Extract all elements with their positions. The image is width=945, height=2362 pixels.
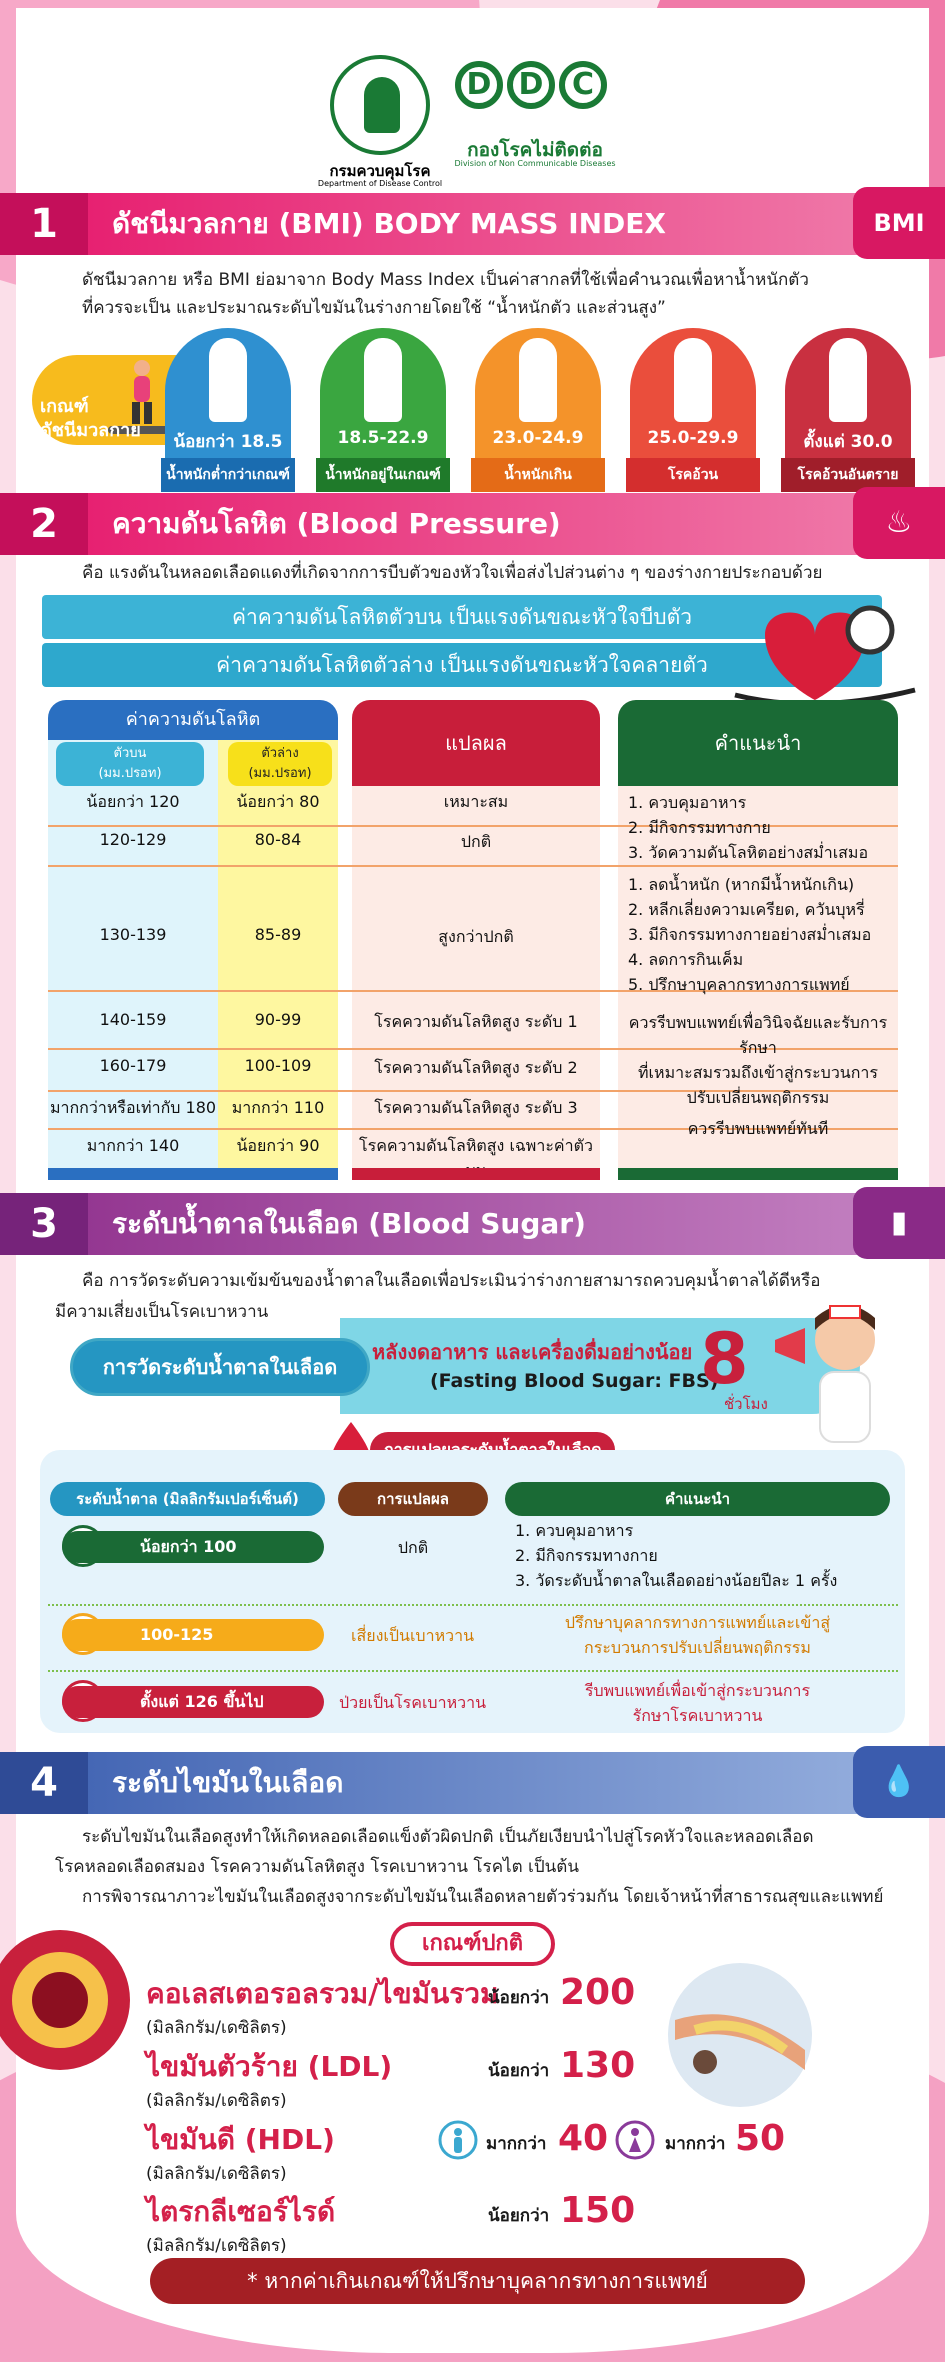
bp-head-bottom — [228, 742, 332, 786]
bp-bottom-value: น้อยกว่า 90 — [236, 1136, 320, 1155]
bp-advice-line: 3. วัดความดันโลหิตอย่างสม่ำเสมอ — [628, 843, 869, 862]
bmi-category-2 — [320, 328, 446, 488]
bs-head-level: ระดับน้ำตาล (มิลลิกรัมเปอร์เซ็นต์) — [50, 1482, 325, 1516]
body-figure-icon — [674, 338, 712, 422]
lipid-value: 150 — [560, 2190, 636, 2231]
bp-top-value: 160-179 — [99, 1056, 167, 1075]
lipid-drop-tag-icon: 💧 — [853, 1746, 945, 1818]
bp-advice-line: 4. ลดการกินเค็ม — [628, 950, 744, 969]
lipid-description-2: โรคหลอดเลือดสมอง โรคความดันโลหิตสูง โรคเบาหวาน โรคไต เป็นต้น — [55, 1857, 579, 1877]
body-figure-icon — [209, 338, 247, 422]
bp-advice-line: 5. ปรึกษาบุคลากรทางการแพทย์ — [628, 975, 850, 994]
bs-advice-diabetes — [505, 1678, 890, 1728]
bp-advice-line: 2. มีกิจกรรมทางกาย — [628, 818, 771, 837]
body-figure-icon — [519, 338, 557, 422]
bp-top-value: มากกว่า 140 — [86, 1136, 180, 1155]
bp-bottom-value: 80-84 — [254, 830, 302, 849]
bp-advice-line: 1. ลดน้ำหนัก (หากมีน้ำหนักเกิน) — [628, 875, 855, 894]
doctor-artery-icon — [665, 1960, 815, 2110]
section-1-number: 1 — [0, 193, 88, 255]
criteria-pill: เกณฑ์ปกติ — [390, 1922, 555, 1966]
ddc-letter: C — [559, 61, 607, 109]
bs-advice-line: รักษาโรคเบาหวาน — [632, 1706, 763, 1725]
bp-meaning: โรคความดันโลหิตสูง ระดับ 3 — [374, 1098, 578, 1117]
ddc-name: กองโรคไม่ติดต่อ — [467, 139, 603, 161]
female-icon — [615, 2120, 655, 2160]
lipid-unit: (มิลลิกรัม/เดซิลิตร) — [146, 2164, 287, 2184]
male-icon — [438, 2120, 478, 2160]
bp-top-value: 120-129 — [99, 830, 167, 849]
bp-bottom-value: 90-99 — [254, 1010, 302, 1029]
bs-advice-normal — [515, 1518, 837, 1593]
bp-head-top — [56, 742, 204, 786]
bp-head-pressure: ค่าความดันโลหิต — [48, 700, 338, 740]
fasting-hours-unit: ชั่วโมง — [724, 1395, 768, 1413]
bmi-range: ตั้งแต่ 30.0 — [803, 432, 893, 452]
glucose-meter-tag-icon: ▮ — [853, 1187, 945, 1259]
bp-meaning: เหมาะสม — [443, 792, 509, 811]
section-1-title: ดัชนีมวลกาย (BMI) BODY MASS INDEX — [112, 207, 666, 240]
header-logos — [0, 55, 945, 195]
bs-divider — [48, 1670, 898, 1672]
lipid-unit: (มิลลิกรัม/เดซิลิตร) — [146, 2091, 287, 2111]
bs-advice-line: ปรึกษาบุคลากรทางการแพทย์และเข้าสู่ — [564, 1613, 831, 1632]
lipid-name: ไตรกลีเซอร์ไรด์ — [146, 2195, 336, 2228]
bs-divider — [48, 1604, 898, 1606]
bp-head-bottom-unit: (มม.ปรอท) — [248, 766, 312, 781]
section-2-title: ความดันโลหิต (Blood Pressure) — [112, 507, 561, 540]
bp-advice-4: ควรรีบพบแพทย์ทันที — [687, 1119, 829, 1138]
bmi-label: น้ำหนักเกิน — [471, 458, 605, 492]
lipid-comparator-female: มากกว่า — [665, 2134, 726, 2154]
body-figure-icon — [829, 338, 867, 422]
bp-bottom-value: 100-109 — [244, 1056, 312, 1075]
bmi-criteria-label-1: เกณฑ์ — [40, 396, 89, 417]
bp-top-value: 140-159 — [99, 1010, 167, 1029]
bp-advice-line: ปรับเปลี่ยนพฤติกรรม — [686, 1088, 830, 1107]
section-3-title: ระดับน้ำตาลในเลือด (Blood Sugar) — [112, 1207, 586, 1240]
bmi-range: 18.5-22.9 — [337, 428, 429, 448]
bp-diastolic-header: ค่าความดันโลหิตตัวล่าง เป็นแรงดันขณะหัวใจคลายตัว — [42, 643, 882, 687]
bp-top-value: น้อยกว่า 120 — [86, 792, 180, 811]
bp-bottom-value: 85-89 — [254, 925, 302, 944]
bs-head-advice: คำแนะนำ — [505, 1482, 890, 1516]
heart-gauge-icon — [705, 595, 930, 715]
fasting-text-2: (Fasting Blood Sugar: FBS) — [430, 1370, 719, 1392]
bp-advice-line: 3. มีกิจกรรมทางกายอย่างสม่ำเสมอ — [628, 925, 872, 944]
bs-description-1: คือ การวัดระดับความเข้มข้นของน้ำตาลในเลือดเพื่อประเมินว่าร่างกายสามารถควบคุมน้ำตาลได้ดีหรือ — [82, 1271, 821, 1291]
bmi-label: โรคอ้วนอันตราย — [781, 458, 915, 492]
section-4-number: 4 — [0, 1752, 88, 1814]
bp-meaning: โรคความดันโลหิตสูง เฉพาะค่าตัว — [359, 1136, 593, 1155]
bp-foot-bar — [618, 1168, 898, 1180]
bmi-range: 25.0-29.9 — [647, 428, 739, 448]
moph-en: Department of Disease Control — [317, 179, 443, 188]
lipid-unit: (มิลลิกรัม/เดซิลิตร) — [146, 2018, 287, 2038]
bs-level-normal: น้อยกว่า 100 — [62, 1531, 324, 1563]
lipid-comparator: น้อยกว่า — [488, 1988, 550, 2008]
bs-meaning-risk: เสี่ยงเป็นเบาหวาน — [350, 1626, 475, 1645]
fasting-text-1: หลังงดอาหาร และเครื่องดื่มอย่างน้อย — [372, 1340, 693, 1364]
lipid-comparator: มากกว่า — [486, 2134, 547, 2154]
artery-icon — [0, 1920, 150, 2080]
bp-advice-1 — [628, 790, 868, 865]
bmi-label: น้ำหนักอยู่ในเกณฑ์ — [316, 458, 450, 492]
bs-advice-line: 1. ควบคุมอาหาร — [515, 1521, 634, 1540]
bp-foot-bar — [48, 1168, 338, 1180]
bp-advice-line: 2. หลีกเลี่ยงความเครียด, ควันบุหรี่ — [628, 900, 865, 919]
section-4-bar — [0, 1752, 945, 1814]
body-figure-icon — [364, 338, 402, 422]
bp-systolic-header: ค่าความดันโลหิตตัวบน เป็นแรงดันขณะหัวใจบีบตัว — [42, 595, 882, 639]
bmi-criteria-label — [40, 395, 141, 443]
bp-advice-line: ควรรีบพบแพทย์เพื่อวินิจฉัยและรับการรักษา — [628, 1013, 888, 1057]
bp-advice-2 — [628, 872, 871, 997]
section-1-bar — [0, 193, 945, 255]
section-4-title: ระดับไขมันในเลือด — [112, 1766, 344, 1799]
bp-meaning: โรคความดันโลหิตสูง ระดับ 1 — [374, 1012, 578, 1031]
lipid-value: 200 — [560, 1972, 636, 2013]
bs-meaning-normal: ปกติ — [397, 1538, 429, 1557]
bmi-category-4 — [630, 328, 756, 488]
lipid-value-female: 50 — [735, 2118, 786, 2159]
bp-top-value: มากกว่าหรือเท่ากับ 180 — [49, 1098, 217, 1117]
lipid-value: 130 — [560, 2045, 636, 2086]
bs-meaning-diabetes: ป่วยเป็นโรคเบาหวาน — [338, 1693, 487, 1712]
bp-description: คือ แรงดันในหลอดเลือดแดงที่เกิดจากการบีบตัวของหัวใจเพื่อส่งไปส่วนต่าง ๆ ของร่างกายประกอบด้วย — [82, 563, 823, 583]
bmi-criteria-label-2: ดัชนีมวลกาย — [40, 420, 141, 441]
bmi-range: น้อยกว่า 18.5 — [173, 432, 283, 452]
bp-head-top-unit: (มม.ปรอท) — [98, 766, 162, 781]
bmi-description-2: ที่ควรจะเป็น และประมาณระดับไขมันในร่างกายโดยใช้ “น้ำหนักตัว และส่วนสูง” — [82, 298, 666, 318]
section-2-number: 2 — [0, 493, 88, 555]
bmi-category-3 — [475, 328, 601, 488]
lipid-description-1: ระดับไขมันในเลือดสูงทำให้เกิดหลอดเลือดแข็งตัวผิดปกติ เป็นภัยเงียบนำไปสู่โรคหัวใจและหลอดเลือด — [82, 1827, 814, 1847]
bp-head-bottom-label: ตัวล่าง — [261, 746, 299, 761]
lipid-comparator: น้อยกว่า — [488, 2206, 550, 2226]
bs-level-diabetes: ตั้งแต่ 126 ขึ้นไป — [62, 1686, 324, 1718]
bs-advice-line: กระบวนการปรับเปลี่ยนพฤติกรรม — [584, 1638, 811, 1657]
bs-advice-risk — [505, 1610, 890, 1660]
blood-pressure-tag-icon: ♨ — [853, 487, 945, 559]
bs-advice-line: รีบพบแพทย์เพื่อเข้าสู่กระบวนการ — [584, 1681, 811, 1700]
lipid-unit: (มิลลิกรัม/เดซิลิตร) — [146, 2236, 287, 2256]
bs-advice-line: 3. วัดระดับน้ำตาลในเลือดอย่างน้อยปีละ 1 ครั้ง — [515, 1571, 838, 1590]
moph-name: กรมควบคุมโรค — [329, 162, 431, 180]
lipid-name: ไขมันดี (HDL) — [146, 2123, 335, 2156]
bp-meaning: สูงกว่าปกติ — [438, 927, 514, 946]
lipid-name: ไขมันตัวร้าย (LDL) — [146, 2050, 393, 2083]
measure-label: การวัดระดับน้ำตาลในเลือด — [70, 1338, 370, 1396]
lipid-name: คอเลสเตอรอลรวม/ไขมันรวม — [146, 1977, 499, 2010]
nurse-megaphone-icon — [775, 1300, 895, 1450]
section-3-number: 3 — [0, 1193, 88, 1255]
bs-advice-line: 2. มีกิจกรรมทางกาย — [515, 1546, 658, 1565]
ddc-en: Division of Non Communicable Diseases — [454, 159, 616, 168]
bmi-tag: BMI — [853, 187, 945, 259]
bp-meaning: โรคความดันโลหิตสูง ระดับ 2 — [374, 1058, 578, 1077]
bp-advice-line: 1. ควบคุมอาหาร — [628, 793, 747, 812]
bmi-category-1 — [165, 328, 291, 488]
fasting-hours: 8 — [700, 1318, 749, 1400]
ddc-logo — [455, 61, 615, 121]
section-2-bar — [0, 493, 945, 555]
ddc-letter: D — [455, 61, 503, 109]
bp-head-meaning: แปลผล — [352, 700, 600, 786]
lipid-comparator: น้อยกว่า — [488, 2061, 550, 2081]
bp-row-divider — [48, 865, 898, 867]
bp-head-top-label: ตัวบน — [113, 746, 147, 761]
bs-level-risk: 100-125 — [62, 1619, 324, 1651]
bmi-label: น้ำหนักต่ำกว่าเกณฑ์ — [161, 458, 295, 492]
lipid-value: 40 — [558, 2118, 609, 2159]
bs-description-2: มีความเสี่ยงเป็นโรคเบาหวาน — [55, 1302, 269, 1322]
ddc-letter: D — [507, 61, 555, 109]
lipid-footer-note: * หากค่าเกินเกณฑ์ให้ปรึกษาบุคลากรทางการแพทย์ — [150, 2258, 805, 2304]
bp-advice-line: ที่เหมาะสมรวมถึงเข้าสู่กระบวนการ — [638, 1063, 878, 1082]
bp-head-advice: คำแนะนำ — [618, 700, 898, 786]
lipid-description-3: การพิจารณาภาวะไขมันในเลือดสูงจากระดับไขมันในเลือดหลายตัวร่วมกัน โดยเจ้าหน้าที่สาธารณสุขและแพทย์ — [82, 1887, 884, 1907]
bmi-range: 23.0-24.9 — [492, 428, 584, 448]
bmi-label: โรคอ้วน — [626, 458, 760, 492]
bmi-category-5 — [785, 328, 911, 488]
bp-bottom-value: มากกว่า 110 — [231, 1098, 325, 1117]
bp-bottom-value: น้อยกว่า 80 — [236, 792, 320, 811]
moph-seal-icon — [330, 55, 430, 155]
bmi-description-1: ดัชนีมวลกาย หรือ BMI ย่อมาจาก Body Mass Index เป็นค่าสากลที่ใช้เพื่อคำนวณเพื่อหาน้ำหนักตัว — [82, 270, 809, 290]
bp-foot-bar — [352, 1168, 600, 1180]
bp-meaning: ปกติ — [460, 832, 492, 851]
bp-top-value: 130-139 — [99, 925, 167, 944]
bs-head-meaning: การแปลผล — [338, 1482, 488, 1516]
section-3-bar — [0, 1193, 945, 1255]
bp-advice-3 — [618, 1010, 898, 1110]
